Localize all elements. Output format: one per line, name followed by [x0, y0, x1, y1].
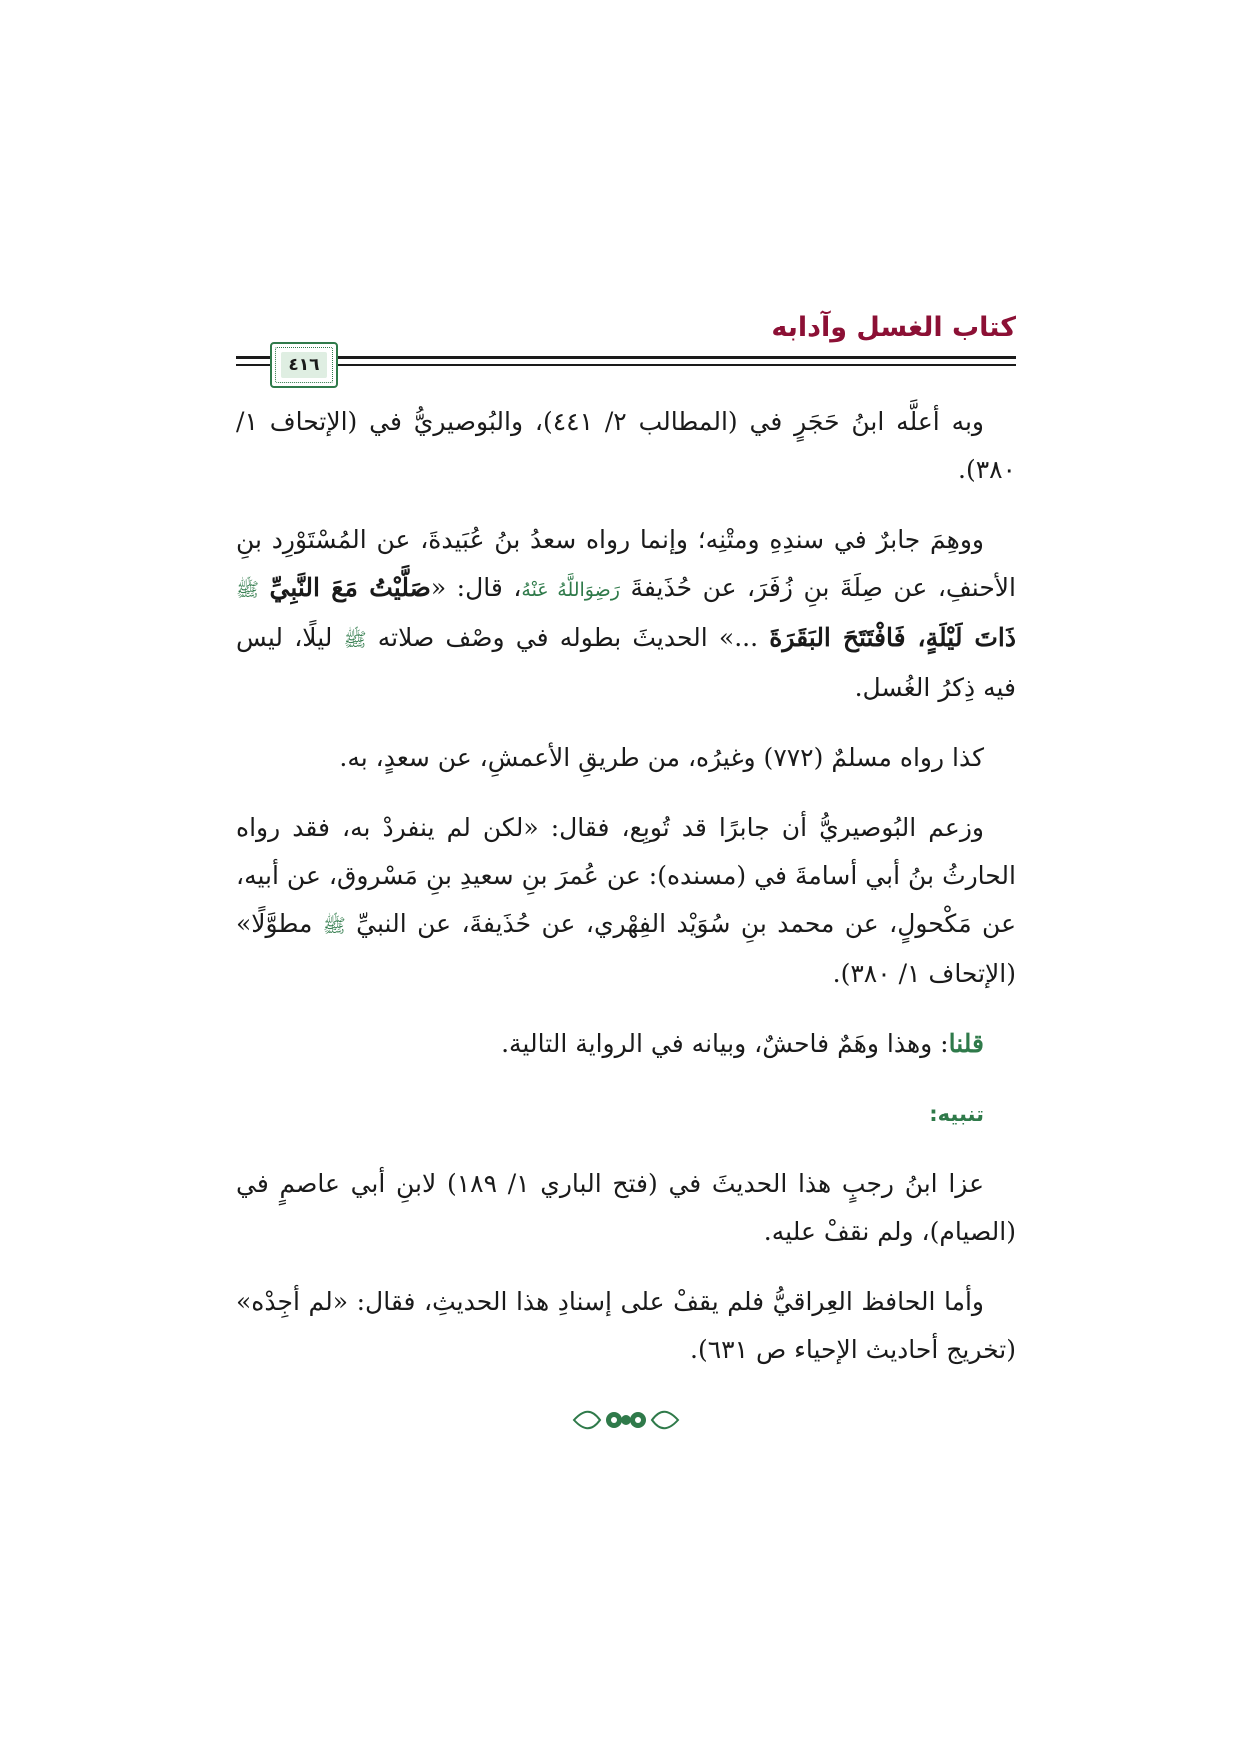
hadith-quote-b: ذَاتَ لَيْلَةٍ، فَافْتَتَحَ البَقَرَةَ: [769, 623, 1016, 652]
paragraph-6: [236, 1160, 1016, 1256]
paragraph-2-text-c: ...» الحديثَ بطوله في وصْف صلاته: [377, 623, 770, 652]
paragraph-4-text-a: وزعم البُوصيريُّ أن جابرًا قد تُوبِع، فقال: «لكن لم ينفردْ به، فقد رواه الحارثُ بنُ أبي أسامةَ في (مسنده): عن عُمرَ بنِ سعيدِ بنِ مَسْروق، عن أبيه، عن مَكْحولٍ، عن محمد بنِ سُوَيْد الفِهْري، عن حُذَيفةَ، عن النبيِّ: [236, 813, 1016, 938]
header-rule-top: [236, 356, 1016, 359]
paragraph-1-text: وبه أعلَّه ابنُ حَجَرٍ في (المطالب ٢/ ٤٤١)، والبُوصيريُّ في (الإتحاف ١/ ٣٨٠).: [236, 407, 1016, 484]
paragraph-5: [236, 1020, 1016, 1068]
radiya-honorific: رَضِوَاللَّهُ عَنْهُ: [521, 579, 620, 601]
book-title: كتاب الغسل وآدابه: [771, 312, 1016, 343]
paragraph-1: [236, 398, 1016, 494]
paragraph-5-text: : وهذا وهَمٌ فاحشٌ، وبيانه في الرواية التالية.: [501, 1029, 949, 1058]
salla-honorific-2: ﷺ: [343, 629, 367, 651]
paragraph-6-text: عزا ابنُ رجبٍ هذا الحديثَ في (فتح الباري ١/ ١٨٩) لابنِ أبي عاصمٍ في (الصيام)، ولم نقفْ عليه.: [236, 1169, 1016, 1246]
floral-ornament-icon: [570, 1403, 682, 1437]
paragraph-2-text-b: ، قال: «: [430, 573, 522, 602]
note-heading: تنبيه:: [929, 1102, 984, 1126]
salla-honorific-1: ﷺ: [236, 579, 259, 601]
paragraph-3: [236, 734, 1016, 782]
page-number-badge: [270, 342, 338, 388]
paragraph-2: [236, 516, 1016, 712]
paragraph-2-text-d: ليلًا، ليس فيه ذِكرُ الغُسل.: [236, 623, 1016, 702]
body-text: [236, 398, 1016, 1396]
page-number: ٤١٦: [281, 352, 327, 378]
paragraph-3-text: كذا رواه مسلمٌ (٧٧٢) وغيرُه، من طريقِ الأعمشِ، عن سعدٍ، به.: [339, 743, 984, 772]
salla-honorific-3: ﷺ: [322, 915, 346, 937]
header-rule-bottom: [236, 364, 1016, 366]
paragraph-4-text-b: مطوَّلًا» (الإتحاف ١/ ٣٨٠).: [236, 909, 1016, 988]
paragraph-7: [236, 1278, 1016, 1374]
hadith-quote-a: صَلَّيْتُ مَعَ النَّبِيِّ: [269, 573, 431, 602]
page-header: [236, 312, 1016, 392]
paragraph-4: [236, 804, 1016, 998]
paragraph-2-text-a: ووهِمَ جابرٌ في سندِهِ ومتْنِه؛ وإنما رواه سعدُ بنُ عُبَيدةَ، عن المُسْتَوْرِد بنِ الأحنفِ، عن صِلَةَ بنِ زُفَرَ، عن حُذَيفةَ: [236, 525, 1017, 602]
qulna-label: قلنا: [948, 1029, 984, 1058]
paragraph-7-text: وأما الحافظ العِراقيُّ فلم يقفْ على إسنادِ هذا الحديثِ، فقال: «لم أجِدْه» (تخريج أحاديث الإحياء ص ٦٣١).: [236, 1287, 1016, 1364]
